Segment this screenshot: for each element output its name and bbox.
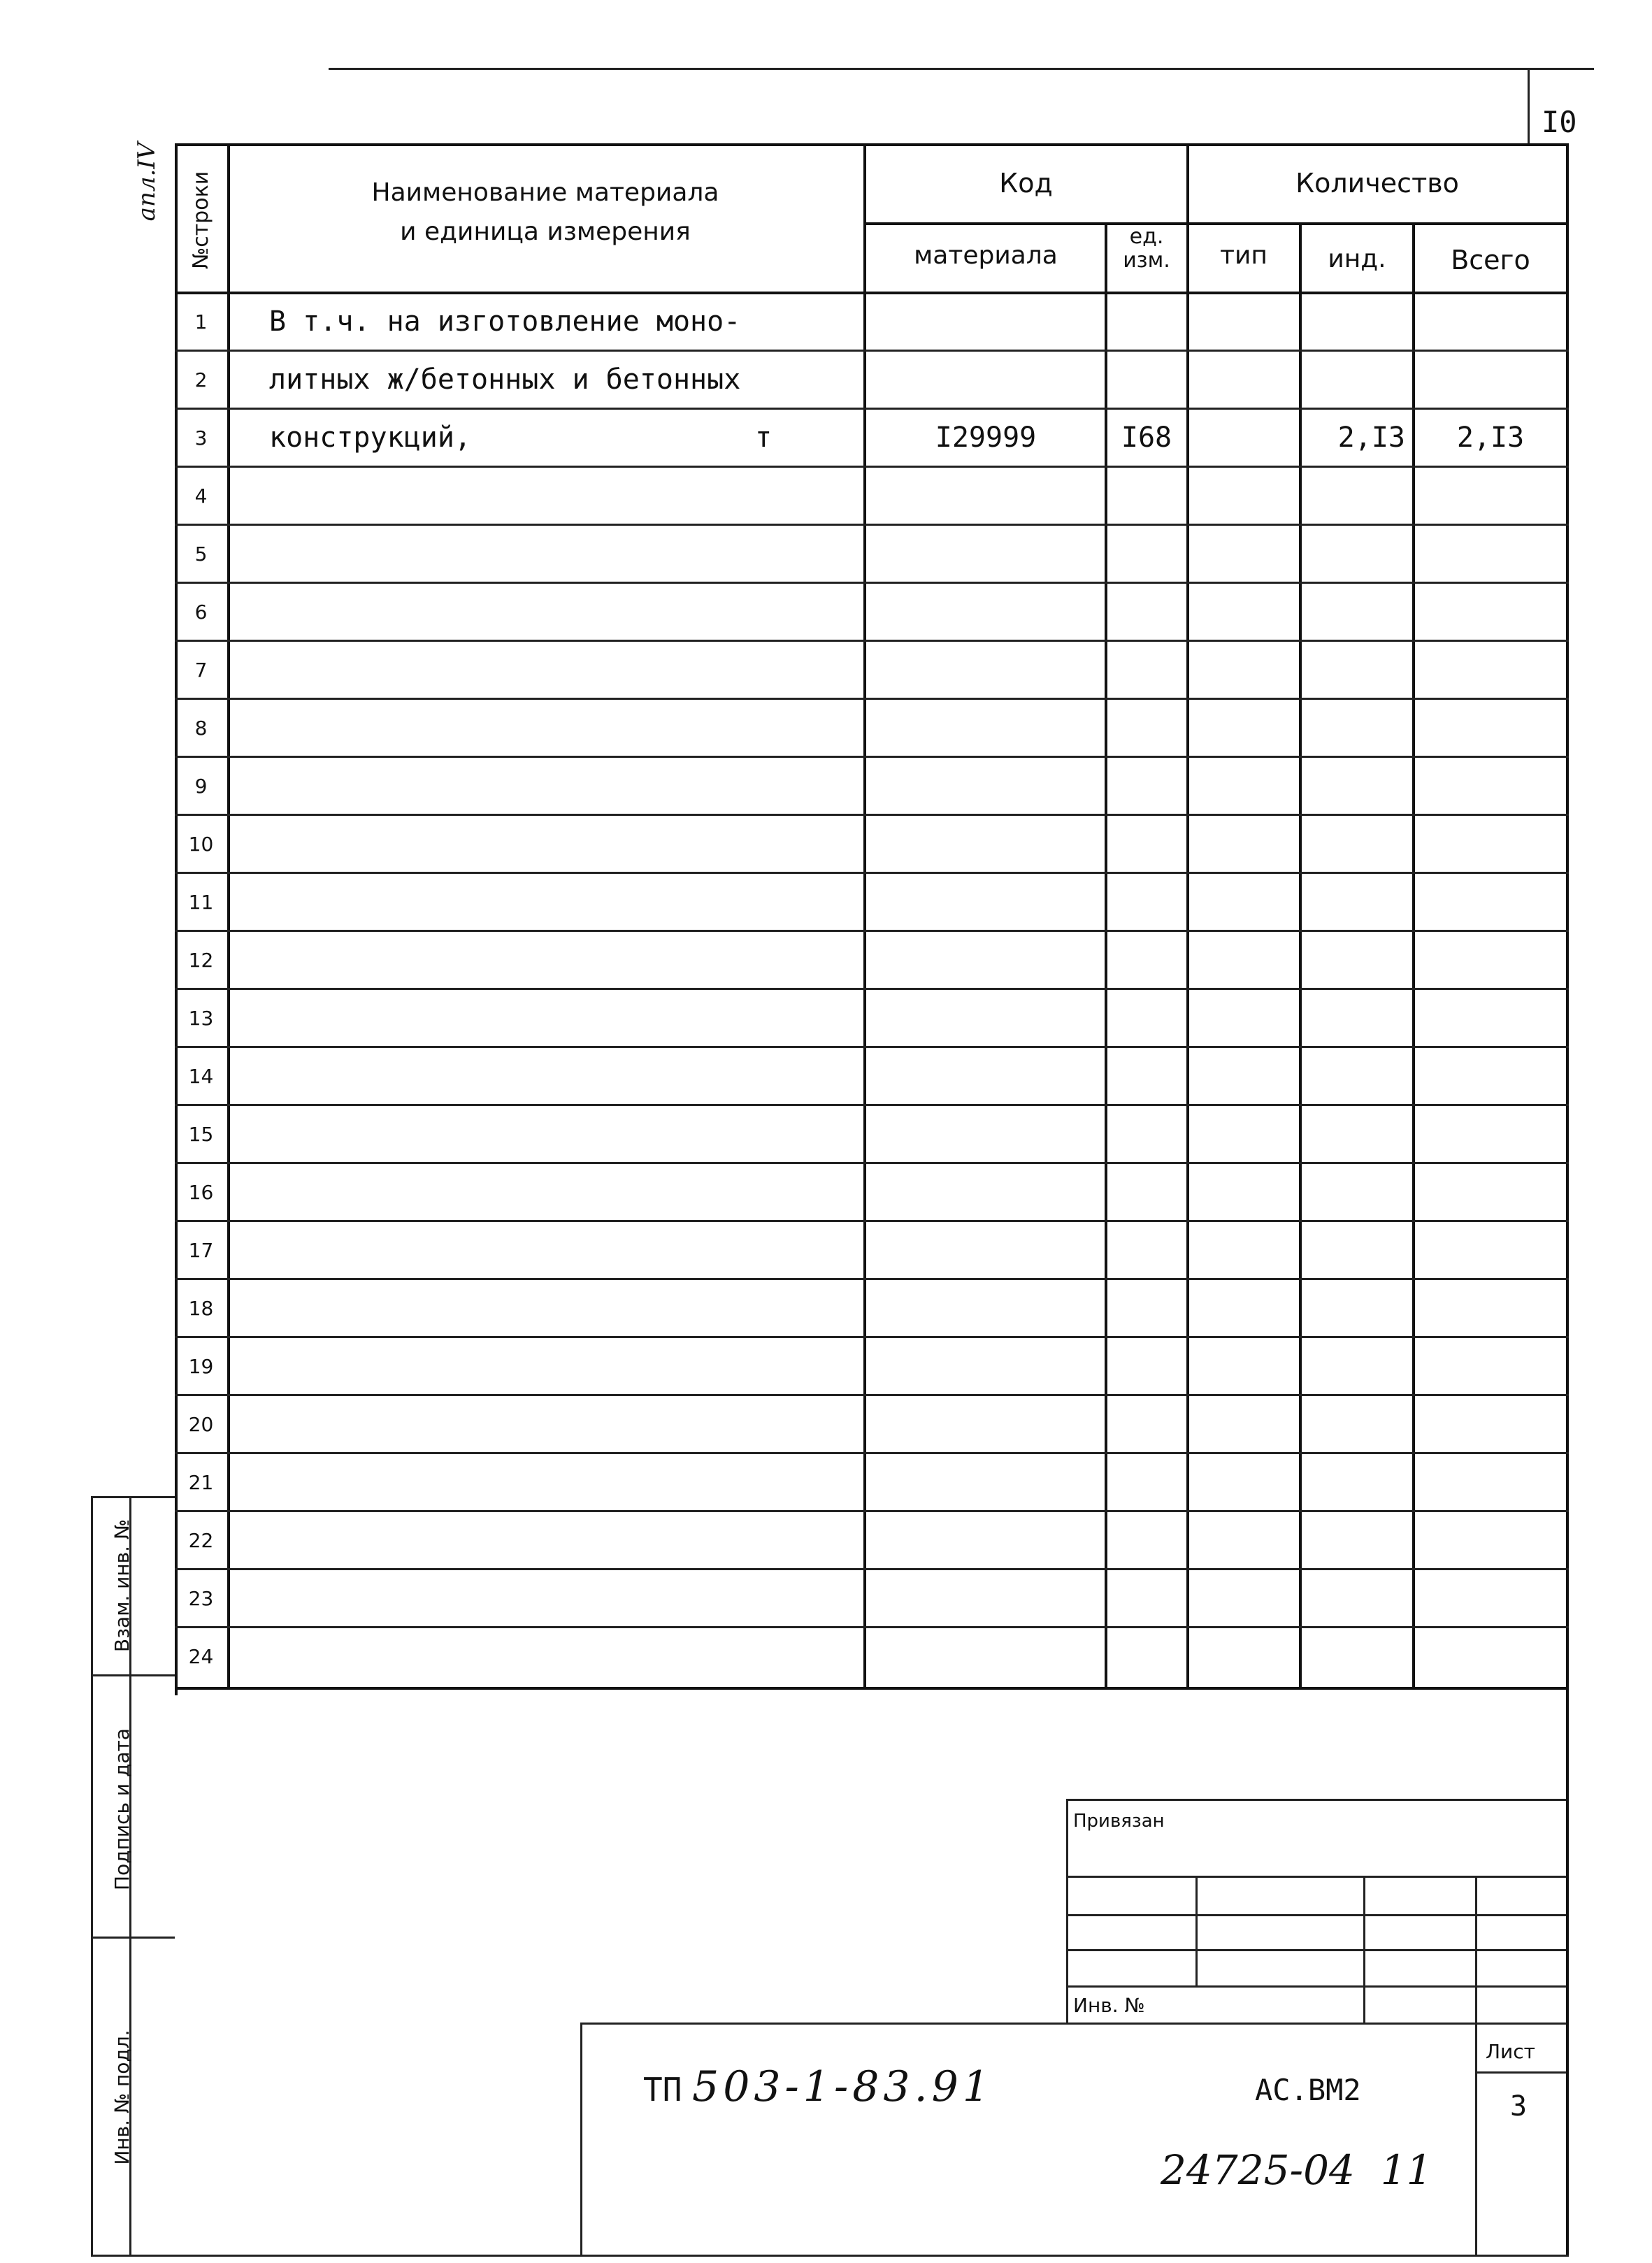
cell-unit xyxy=(1107,876,1186,928)
cell-tip xyxy=(1188,354,1299,406)
cell-total xyxy=(1415,876,1566,928)
cell-tip xyxy=(1188,1514,1299,1567)
cell-total xyxy=(1415,1282,1566,1335)
cell-unit xyxy=(1107,1166,1186,1219)
cell-tip xyxy=(1188,296,1299,348)
doc-code-prefix: ТП xyxy=(643,2071,682,2108)
cell-total xyxy=(1415,1224,1566,1277)
cell-total xyxy=(1415,296,1566,348)
header-qty-total: Всего xyxy=(1451,245,1530,275)
cell-total: 2,I3 xyxy=(1456,422,1525,454)
cell-total xyxy=(1415,1108,1566,1161)
cell-name: литных ж/бетонных и бетонных xyxy=(269,364,741,396)
row-divider xyxy=(175,1220,1569,1222)
cell-unit xyxy=(1107,1050,1186,1102)
title-block-left xyxy=(580,2023,582,2257)
cell-unit xyxy=(1107,528,1186,580)
cell-ind xyxy=(1302,1456,1412,1509)
header-qty-group: Количество xyxy=(1295,168,1459,199)
margin-div-1 xyxy=(91,1674,175,1676)
cell-name xyxy=(231,1050,860,1102)
cell-n: 12 xyxy=(188,949,214,972)
row-divider xyxy=(175,1510,1569,1512)
row-divider xyxy=(175,1336,1569,1338)
cell-unit xyxy=(1107,296,1186,348)
header-code-material: материала xyxy=(914,241,1058,270)
cell-ind xyxy=(1302,818,1412,870)
cell-code xyxy=(867,1108,1105,1161)
header-name-line2: и единица измерения xyxy=(400,217,691,246)
cell-code xyxy=(867,586,1105,638)
sheet-label: Лист xyxy=(1486,2040,1535,2063)
cell-unit xyxy=(1107,1224,1186,1277)
cell-n: 8 xyxy=(194,717,208,740)
cell-code xyxy=(867,1166,1105,1219)
header-row-number: №строки xyxy=(189,171,213,269)
cell-unit xyxy=(1107,818,1186,870)
cell-n: 2 xyxy=(194,368,208,391)
top-rule xyxy=(329,68,1594,70)
cell-total xyxy=(1415,1514,1566,1567)
cell-tip xyxy=(1188,1050,1299,1102)
cell-ind xyxy=(1302,1108,1412,1161)
cell-ind xyxy=(1302,470,1412,522)
cell-code xyxy=(867,992,1105,1044)
cell-code xyxy=(867,818,1105,870)
row-divider xyxy=(175,466,1569,468)
cell-name xyxy=(231,992,860,1044)
cell-name xyxy=(231,1456,860,1509)
cell-name xyxy=(231,644,860,696)
cell-ind xyxy=(1302,1050,1412,1102)
cell-total xyxy=(1415,992,1566,1044)
cell-tip xyxy=(1188,586,1299,638)
cell-unit xyxy=(1107,992,1186,1044)
cell-tip xyxy=(1188,702,1299,754)
margin-podpis: Подпись и дата xyxy=(110,1728,134,1890)
header-qty-ind: инд. xyxy=(1328,245,1386,273)
cell-code xyxy=(867,1282,1105,1335)
margin-inner-line xyxy=(129,1937,175,1939)
cell-ind xyxy=(1302,934,1412,986)
header-code-unit-line1: ед. xyxy=(1129,224,1164,249)
header-bottom-border xyxy=(175,292,1569,294)
margin-note: апл.IV xyxy=(133,142,161,222)
table-top-border xyxy=(175,143,1569,146)
cell-n: 16 xyxy=(188,1181,214,1204)
cell-name xyxy=(231,1166,860,1219)
row-divider xyxy=(175,1452,1569,1454)
cell-code xyxy=(867,644,1105,696)
cell-code xyxy=(867,876,1105,928)
cell-name xyxy=(231,876,860,928)
cell-name xyxy=(231,470,860,522)
margin-inv-podl: Инв. № подл. xyxy=(110,2029,134,2165)
cell-unit xyxy=(1107,354,1186,406)
cell-total xyxy=(1415,760,1566,812)
row-divider xyxy=(175,1046,1569,1048)
cell-n: 20 xyxy=(188,1413,214,1436)
cell-ind xyxy=(1302,296,1412,348)
cell-code xyxy=(867,1398,1105,1451)
cell-code xyxy=(867,1572,1105,1625)
cell-n: 13 xyxy=(188,1007,214,1030)
cell-n: 9 xyxy=(194,775,208,798)
cell-ind xyxy=(1302,586,1412,638)
doc-code xyxy=(643,2062,993,2111)
cell-ind xyxy=(1302,1514,1412,1567)
row-divider xyxy=(175,524,1569,526)
row-divider xyxy=(175,756,1569,758)
row-divider xyxy=(175,698,1569,700)
cell-unit xyxy=(1107,1108,1186,1161)
table-right-border xyxy=(1566,143,1569,2255)
cell-tip xyxy=(1188,1224,1299,1277)
cell-total xyxy=(1415,1050,1566,1102)
row-divider xyxy=(175,988,1569,990)
cell-name xyxy=(231,760,860,812)
cell-unit xyxy=(1107,470,1186,522)
cell-tip xyxy=(1188,1108,1299,1161)
cell-total xyxy=(1415,528,1566,580)
cell-code xyxy=(867,702,1105,754)
margin-bottom xyxy=(91,2255,1569,2257)
cell-name xyxy=(231,586,860,638)
margin-vzam: Взам. инв. № xyxy=(110,1518,134,1653)
cell-unit xyxy=(1107,702,1186,754)
margin-top xyxy=(91,1496,175,1498)
privyazan-col-1 xyxy=(1195,1876,1198,1985)
cell-tip xyxy=(1188,470,1299,522)
row-divider xyxy=(175,1162,1569,1164)
cell-name: конструкций, xyxy=(269,422,471,454)
cell-tip xyxy=(1188,1340,1299,1393)
cell-ind xyxy=(1302,1224,1412,1277)
doc-code-number: 503-1-83.91 xyxy=(692,2062,994,2111)
cell-n: 5 xyxy=(194,543,208,566)
cell-total xyxy=(1415,644,1566,696)
row-divider xyxy=(175,1394,1569,1396)
cell-n: 24 xyxy=(188,1645,214,1668)
cell-total xyxy=(1415,1630,1566,1683)
cell-tip xyxy=(1188,1398,1299,1451)
cell-ind xyxy=(1302,644,1412,696)
cell-total xyxy=(1415,1572,1566,1625)
cell-name xyxy=(231,1224,860,1277)
header-qty-type: тип xyxy=(1220,241,1267,270)
cell-ind xyxy=(1302,702,1412,754)
header-name xyxy=(231,173,860,252)
cell-total xyxy=(1415,818,1566,870)
cell-tip xyxy=(1188,412,1299,464)
name-right-border xyxy=(863,143,866,1688)
cell-n: 6 xyxy=(194,601,208,624)
cell-unit: I68 xyxy=(1121,422,1172,454)
doc-mark: АС.ВМ2 xyxy=(1255,2073,1361,2107)
cell-tip xyxy=(1188,644,1299,696)
cell-unit xyxy=(1107,644,1186,696)
row-divider xyxy=(175,1568,1569,1570)
cell-n: 21 xyxy=(188,1471,214,1494)
cell-code xyxy=(867,1340,1105,1393)
cell-unit xyxy=(1107,934,1186,986)
cell-name-unit: т xyxy=(755,422,773,454)
cell-ind xyxy=(1302,354,1412,406)
cell-n: 18 xyxy=(188,1297,214,1320)
cell-n: 4 xyxy=(194,484,208,508)
cell-n: 15 xyxy=(188,1123,214,1146)
cell-tip xyxy=(1188,818,1299,870)
sheet-box-left xyxy=(1475,2023,1477,2257)
cell-ind xyxy=(1302,528,1412,580)
row-divider xyxy=(175,814,1569,816)
row-divider xyxy=(175,350,1569,352)
cell-tip xyxy=(1188,992,1299,1044)
header-code-unit-line2: изм. xyxy=(1123,248,1170,273)
cell-code xyxy=(867,1456,1105,1509)
cell-n: 11 xyxy=(188,891,214,914)
page-number-box-left xyxy=(1528,68,1530,145)
cell-unit xyxy=(1107,1398,1186,1451)
header-subdivider xyxy=(863,222,1569,225)
privyazan-left xyxy=(1066,1799,1068,2023)
cell-unit xyxy=(1107,760,1186,812)
cell-code xyxy=(867,1514,1105,1567)
cell-n: 22 xyxy=(188,1529,214,1552)
cell-total xyxy=(1415,354,1566,406)
cell-n: 17 xyxy=(188,1239,214,1262)
cell-tip xyxy=(1188,528,1299,580)
cell-n: 3 xyxy=(194,426,208,450)
cell-tip xyxy=(1188,876,1299,928)
cell-ind xyxy=(1302,1398,1412,1451)
title-block-top xyxy=(580,2023,1566,2025)
cell-name xyxy=(231,1398,860,1451)
privyazan-row-2 xyxy=(1066,1914,1566,1916)
cell-ind xyxy=(1302,760,1412,812)
sheet-box-divider xyxy=(1475,2071,1566,2074)
cell-name xyxy=(231,702,860,754)
cell-name xyxy=(231,1340,860,1393)
privyazan-col-2 xyxy=(1363,1876,1365,2023)
cell-total xyxy=(1415,1398,1566,1451)
cell-name xyxy=(231,818,860,870)
cell-name: В т.ч. на изготовление моно- xyxy=(269,306,741,338)
cell-tip xyxy=(1188,1166,1299,1219)
header-name-line1: Наименование материала xyxy=(371,178,719,207)
cell-total xyxy=(1415,586,1566,638)
cell-ind xyxy=(1302,1340,1412,1393)
cell-code xyxy=(867,296,1105,348)
cell-ind xyxy=(1302,1572,1412,1625)
cell-code xyxy=(867,354,1105,406)
margin-left-border xyxy=(91,1496,93,2257)
cell-tip xyxy=(1188,1572,1299,1625)
cell-code xyxy=(867,470,1105,522)
cell-tip xyxy=(1188,934,1299,986)
cell-tip xyxy=(1188,760,1299,812)
cell-total xyxy=(1415,1166,1566,1219)
cell-name xyxy=(231,1514,860,1567)
cell-unit xyxy=(1107,1282,1186,1335)
page-number: I0 xyxy=(1542,105,1577,139)
rowno-right-border xyxy=(227,143,230,1688)
cell-n: 10 xyxy=(188,833,214,856)
cell-code xyxy=(867,1224,1105,1277)
row-divider xyxy=(175,872,1569,874)
inv-no-label: Инв. № xyxy=(1073,1994,1145,2017)
cell-unit xyxy=(1107,1456,1186,1509)
cell-code xyxy=(867,760,1105,812)
cell-ind: 2,I3 xyxy=(1337,422,1405,454)
cell-tip xyxy=(1188,1630,1299,1683)
cell-name xyxy=(231,1282,860,1335)
row-divider xyxy=(175,640,1569,642)
cell-unit xyxy=(1107,1514,1186,1567)
cell-name xyxy=(231,1108,860,1161)
cell-n: 23 xyxy=(188,1587,214,1610)
cell-n: 14 xyxy=(188,1065,214,1088)
privyazan-row-1 xyxy=(1066,1876,1566,1878)
cell-n: 1 xyxy=(194,310,208,333)
row-divider xyxy=(175,930,1569,932)
header-code-group: Код xyxy=(999,168,1053,199)
privyazan-row-3 xyxy=(1066,1949,1566,1951)
cell-total xyxy=(1415,702,1566,754)
cell-name xyxy=(231,528,860,580)
cell-tip xyxy=(1188,1282,1299,1335)
sheet-value: 3 xyxy=(1510,2090,1528,2122)
cell-unit xyxy=(1107,1340,1186,1393)
privyazan-label: Привязан xyxy=(1073,1811,1165,1832)
row-divider xyxy=(175,1626,1569,1628)
row-divider xyxy=(175,582,1569,584)
cell-unit xyxy=(1107,586,1186,638)
cell-name xyxy=(231,934,860,986)
cell-total xyxy=(1415,934,1566,986)
header-code-unit xyxy=(1107,225,1186,273)
cell-ind xyxy=(1302,1282,1412,1335)
row-divider xyxy=(175,1278,1569,1280)
footer-number: 24725-04 11 xyxy=(1161,2146,1432,2194)
cell-unit xyxy=(1107,1572,1186,1625)
cell-n: 19 xyxy=(188,1355,214,1378)
cell-total xyxy=(1415,1340,1566,1393)
cell-name xyxy=(231,1630,860,1683)
privyazan-top xyxy=(1066,1799,1566,1801)
cell-code xyxy=(867,528,1105,580)
privyazan-col-3 xyxy=(1475,1876,1477,2023)
cell-name xyxy=(231,1572,860,1625)
cell-n: 7 xyxy=(194,659,208,682)
privyazan-row-4 xyxy=(1066,1985,1566,1988)
cell-ind xyxy=(1302,876,1412,928)
cell-code xyxy=(867,934,1105,986)
cell-tip xyxy=(1188,1456,1299,1509)
cell-ind xyxy=(1302,992,1412,1044)
cell-ind xyxy=(1302,1630,1412,1683)
cell-code xyxy=(867,1630,1105,1683)
cell-ind xyxy=(1302,1166,1412,1219)
cell-code xyxy=(867,1050,1105,1102)
row-divider xyxy=(175,408,1569,410)
row-divider xyxy=(175,1104,1569,1106)
table-bottom-border xyxy=(175,1687,1569,1690)
cell-total xyxy=(1415,1456,1566,1509)
cell-code: I29999 xyxy=(935,422,1037,454)
cell-unit xyxy=(1107,1630,1186,1683)
cell-total xyxy=(1415,470,1566,522)
